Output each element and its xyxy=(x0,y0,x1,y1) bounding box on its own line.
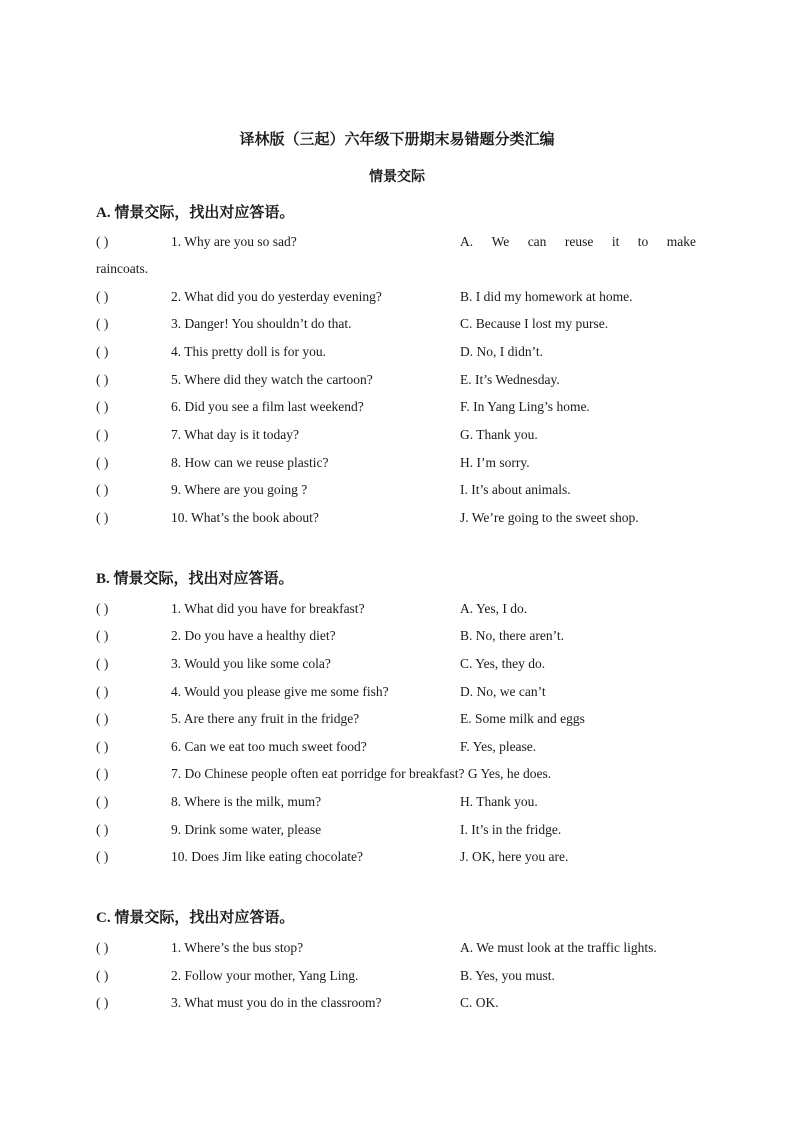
answer-blank: ( ) xyxy=(96,656,109,671)
answer-blank: ( ) xyxy=(96,482,109,497)
answer-blank: ( ) xyxy=(96,766,109,781)
question-text: 10. Does Jim like eating chocolate? xyxy=(171,849,363,864)
question-text: 7. Do Chinese people often eat porridge for breakfast? G Yes, he does. xyxy=(171,766,552,781)
answer-word: A. xyxy=(460,234,474,249)
answer-option: B. I did my homework at home. xyxy=(460,289,633,304)
question-text: 10. What’s the book about? xyxy=(171,510,319,525)
question-row xyxy=(96,709,696,729)
question-row xyxy=(96,425,696,445)
answer-blank: ( ) xyxy=(96,822,109,837)
answer-word: We xyxy=(491,234,510,249)
answer-blank: ( ) xyxy=(96,455,109,470)
question-row xyxy=(96,792,696,812)
section-b-title: 情景交际，找出对应答语。 xyxy=(113,569,294,587)
question-row xyxy=(96,737,696,757)
question-row xyxy=(96,820,696,840)
question-text: 9. Drink some water, please xyxy=(171,822,322,837)
question-text: 6. Can we eat too much sweet food? xyxy=(171,739,367,754)
question-row xyxy=(96,764,696,784)
answer-option: E. It’s Wednesday. xyxy=(460,372,560,387)
answer-blank: ( ) xyxy=(96,399,109,414)
question-row xyxy=(96,654,696,674)
section-c-letter: C. xyxy=(96,910,111,926)
answer-word: it xyxy=(611,234,620,249)
question-row xyxy=(96,397,696,417)
answer-blank: ( ) xyxy=(96,684,109,699)
answer-blank: ( ) xyxy=(96,372,109,387)
answer-word: make xyxy=(666,234,696,249)
question-text: 9. Where are you going ? xyxy=(171,482,308,497)
answer-blank: ( ) xyxy=(96,794,109,809)
question-row xyxy=(96,966,696,986)
answer-option: E. Some milk and eggs xyxy=(460,711,585,726)
question-row xyxy=(96,480,696,500)
answer-blank: ( ) xyxy=(96,739,109,754)
question-row xyxy=(96,626,696,646)
answer-option: I. It’s in the fridge. xyxy=(460,822,562,837)
answer-option: B. Yes, you must. xyxy=(460,968,555,983)
section-b-letter: B. xyxy=(96,571,110,587)
section-c-heading xyxy=(96,906,294,927)
answer-option: D. No, I didn’t. xyxy=(460,344,543,359)
answer-option: D. No, we can’t xyxy=(460,684,546,699)
answer-blank: ( ) xyxy=(96,711,109,726)
section-a-title: 情景交际，找出对应答语。 xyxy=(114,203,295,221)
question-text: 6. Did you see a film last weekend? xyxy=(171,399,364,414)
question-text: 3. Would you like some cola? xyxy=(171,656,331,671)
answer-option: F. Yes, please. xyxy=(460,739,537,754)
answer-option: C. OK. xyxy=(460,995,499,1010)
question-text: 5. Are there any fruit in the fridge? xyxy=(171,711,360,726)
answer-blank: ( ) xyxy=(96,995,109,1010)
answer-option: A. Yes, I do. xyxy=(460,601,528,616)
answer-option: J. We’re going to the sweet shop. xyxy=(460,510,639,525)
question-text: 1. Why are you so sad? xyxy=(171,234,297,249)
question-text: 3. What must you do in the classroom? xyxy=(171,995,382,1010)
question-text: 2. Do you have a healthy diet? xyxy=(171,628,336,643)
answer-blank: ( ) xyxy=(96,427,109,442)
answer-option: G. Thank you. xyxy=(460,427,538,442)
answer-word: to xyxy=(637,234,649,249)
section-a-heading xyxy=(96,201,294,222)
answer-option: H. Thank you. xyxy=(460,794,538,809)
question-row xyxy=(96,993,696,1013)
answer-word: reuse xyxy=(564,234,594,249)
question-row xyxy=(96,453,696,473)
question-text: 4. Would you please give me some fish? xyxy=(171,684,389,699)
answer-option: C. Yes, they do. xyxy=(460,656,546,671)
question-text: 8. How can we reuse plastic? xyxy=(171,455,329,470)
answer-blank: ( ) xyxy=(96,968,109,983)
question-row xyxy=(96,599,696,619)
answer-blank: ( ) xyxy=(96,289,109,304)
answer-blank: ( ) xyxy=(96,628,109,643)
question-row xyxy=(96,682,696,702)
answer-continuation: raincoats. xyxy=(96,261,149,276)
answer-blank: ( ) xyxy=(96,940,109,955)
answer-word: can xyxy=(527,234,547,249)
answer-option xyxy=(460,232,696,252)
question-text: 5. Where did they watch the cartoon? xyxy=(171,372,373,387)
section-c-title: 情景交际，找出对应答语。 xyxy=(114,908,295,926)
answer-blank: ( ) xyxy=(96,601,109,616)
answer-blank: ( ) xyxy=(96,234,109,249)
answer-option: B. No, there aren’t. xyxy=(460,628,564,643)
answer-blank: ( ) xyxy=(96,344,109,359)
answer-option: I. It’s about animals. xyxy=(460,482,571,497)
question-row xyxy=(96,232,696,252)
question-text: 7. What day is it today? xyxy=(171,427,299,442)
question-text: 8. Where is the milk, mum? xyxy=(171,794,322,809)
answer-blank: ( ) xyxy=(96,510,109,525)
question-text: 2. What did you do yesterday evening? xyxy=(171,289,382,304)
answer-option: H. I’m sorry. xyxy=(460,455,530,470)
question-text: 1. What did you have for breakfast? xyxy=(171,601,365,616)
question-row xyxy=(96,508,696,528)
question-row xyxy=(96,370,696,390)
section-a-letter: A. xyxy=(96,205,111,221)
document-title: 译林版（三起）六年级下册期末易错题分类汇编 xyxy=(239,130,555,148)
document-subtitle: 情景交际 xyxy=(369,169,425,185)
answer-option: F. In Yang Ling’s home. xyxy=(460,399,590,414)
question-text: 2. Follow your mother, Yang Ling. xyxy=(171,968,359,983)
question-row xyxy=(96,342,696,362)
answer-option: A. We must look at the traffic lights. xyxy=(460,940,657,955)
question-text: 4. This pretty doll is for you. xyxy=(171,344,326,359)
section-b-heading xyxy=(96,567,294,588)
question-row xyxy=(96,938,696,958)
question-text: 3. Danger! You shouldn’t do that. xyxy=(171,316,352,331)
answer-option: C. Because I lost my purse. xyxy=(460,316,609,331)
answer-option: J. OK, here you are. xyxy=(460,849,569,864)
question-row xyxy=(96,314,696,334)
question-text: 1. Where’s the bus stop? xyxy=(171,940,304,955)
question-row xyxy=(96,287,696,307)
question-row xyxy=(96,847,696,867)
answer-blank: ( ) xyxy=(96,849,109,864)
answer-blank: ( ) xyxy=(96,316,109,331)
